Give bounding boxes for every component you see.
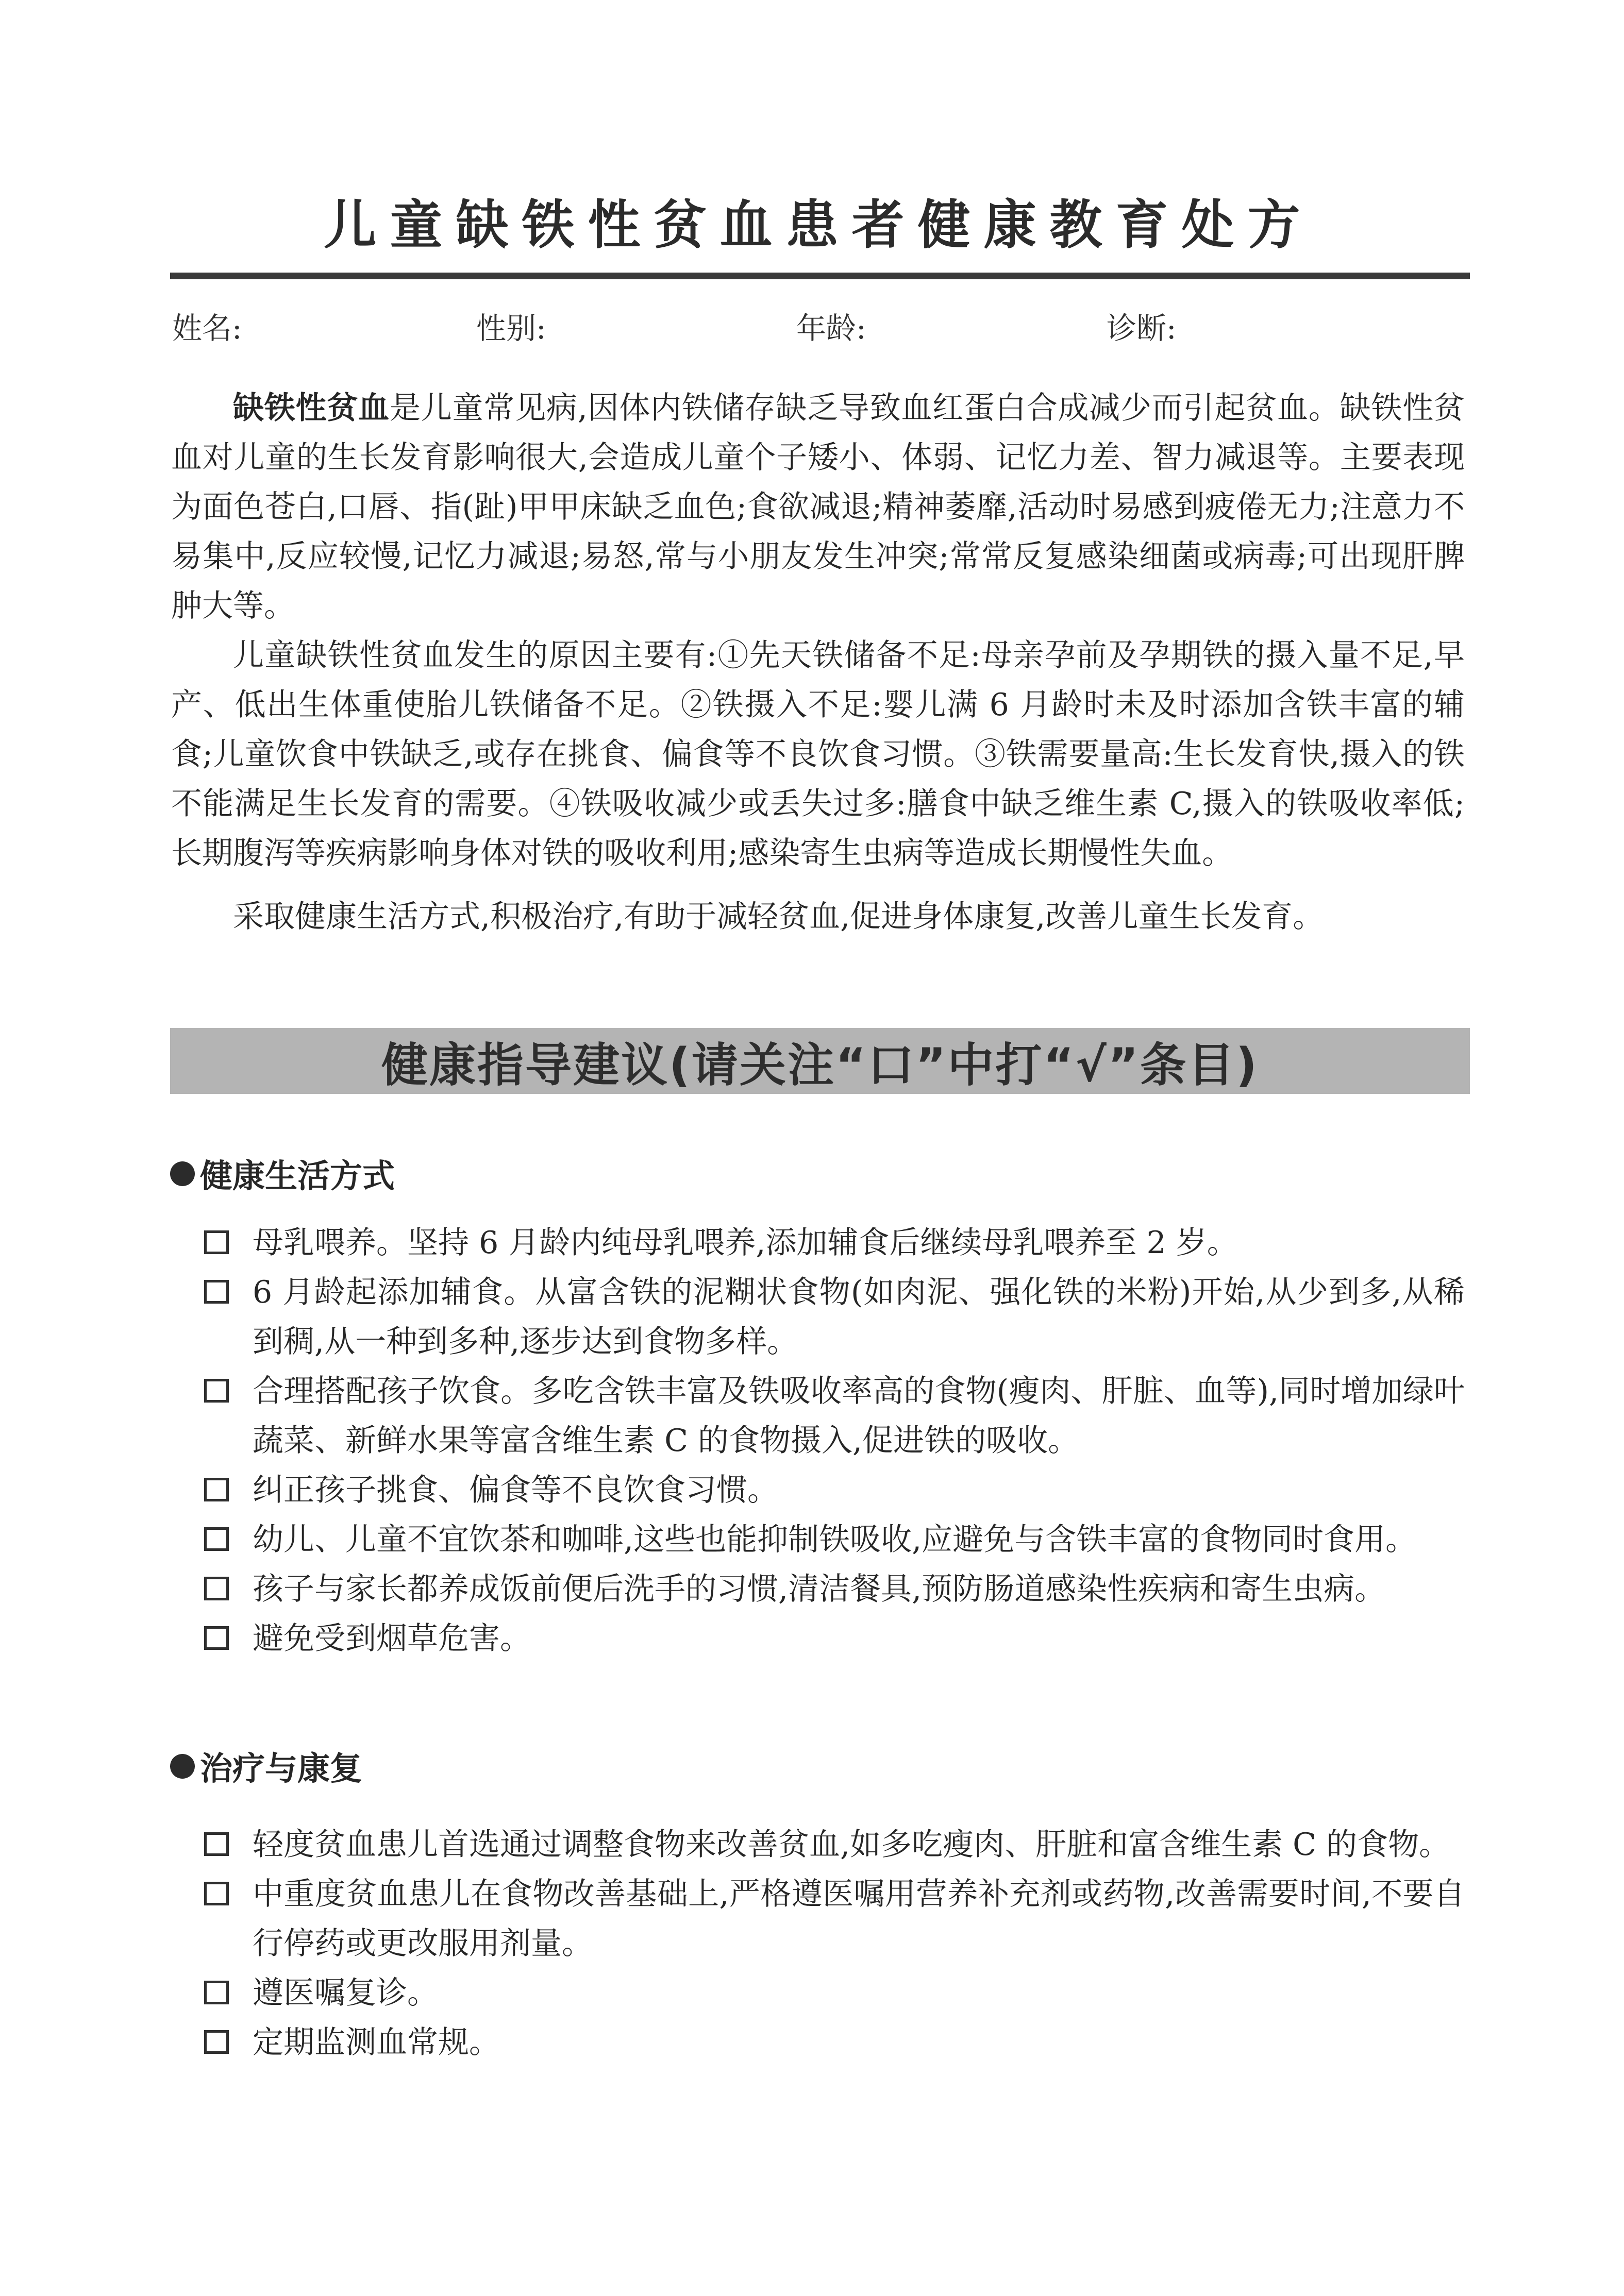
checklist-item-text: 6 月龄起添加辅食。从富含铁的泥糊状食物(如肉泥、强化铁的米粉)开始,从少到多,从稀到稠,从一种到多种,逐步达到食物多样。 <box>253 1274 1465 1360</box>
checkbox-icon[interactable] <box>204 1577 229 1600</box>
bullet-icon <box>170 1161 195 1186</box>
page-title: 儿童缺铁性贫血患者健康教育处方 <box>324 195 1314 256</box>
section-heading-1 <box>170 1150 395 1197</box>
checklist-item-text: 母乳喂养。坚持 6 月龄内纯母乳喂养,添加辅食后继续母乳喂养至 2 岁。 <box>253 1225 1238 1261</box>
checklist-1 <box>204 1218 1465 1663</box>
checkbox-icon[interactable] <box>204 1527 229 1551</box>
guidance-banner-text: 健康指导建议(请关注“口”中打“√”条目) <box>381 1038 1259 1092</box>
checklist-item <box>204 1564 1465 1614</box>
checklist-item <box>204 1515 1465 1564</box>
checkbox-icon[interactable] <box>204 1981 229 2004</box>
checklist-item-text: 幼儿、儿童不宜饮茶和咖啡,这些也能抑制铁吸收,应避免与含铁丰富的食物同时食用。 <box>253 1522 1417 1558</box>
checklist-item <box>204 1366 1465 1465</box>
checkbox-icon[interactable] <box>204 1882 229 1905</box>
checklist-item <box>204 1218 1465 1268</box>
intro-paragraph-2: 儿童缺铁性贫血发生的原因主要有:①先天铁储备不足:母亲孕前及孕期铁的摄入量不足,早产、低出生体重使胎儿铁储备不足。②铁摄入不足:婴儿满 6 月龄时未及时添加含铁丰富的辅食;儿童饮食中铁缺乏,或存在挑食、偏食等不良饮食习惯。③铁需要量高:生长发育快,摄入的铁不能满足生长发育的需要。④铁吸收减少或丢失过多:膳食中缺乏维生素 C,摄入的铁吸收率低;长期腹泻等疾病影响身体对铁的吸收利用;感染寄生虫病等造成长期慢性失血。 <box>171 637 1465 871</box>
checklist-item-text: 纠正孩子挑食、偏食等不良饮食习惯。 <box>253 1472 778 1508</box>
checklist-item <box>204 1465 1465 1515</box>
section-heading-1-text: 健康生活方式 <box>200 1157 395 1195</box>
checklist-item <box>204 1820 1465 1869</box>
checklist-item-text: 孩子与家长都养成饭前便后洗手的习惯,清洁餐具,预防肠道感染性疾病和寄生虫病。 <box>253 1571 1386 1607</box>
checklist-item <box>204 1268 1465 1366</box>
patient-info-row <box>0 304 1624 346</box>
section-heading-2-text: 治疗与康复 <box>200 1749 362 1787</box>
intro-paragraph-1-body: 是儿童常见病,因体内铁储存缺乏导致血红蛋白合成减少而引起贫血。缺铁性贫血对儿童的生长发育影响很大,会造成儿童个子矮小、体弱、记忆力差、智力减退等。主要表现为面色苍白,口唇、指(趾)甲甲床缺乏血色;食欲减退;精神萎靡,活动时易感到疲倦无力;注意力不易集中,反应较慢,记忆力减退;易怒,常与小朋友发生冲突;常常反复感染细菌或病毒;可出现肝脾肿大等。 <box>171 390 1465 624</box>
checkbox-icon[interactable] <box>204 2030 229 2054</box>
intro-paragraph-3: 采取健康生活方式,积极治疗,有助于减轻贫血,促进身体康复,改善儿童生长发育。 <box>233 899 1324 935</box>
checkbox-icon[interactable] <box>204 1280 229 1304</box>
checkbox-icon[interactable] <box>204 1478 229 1501</box>
checklist-item-text: 定期监测血常规。 <box>253 2024 500 2061</box>
name-field-label[interactable]: 姓名: <box>172 311 242 346</box>
gender-field-label[interactable]: 性别: <box>476 311 546 346</box>
checkbox-icon[interactable] <box>204 1626 229 1650</box>
checkbox-icon[interactable] <box>204 1230 229 1254</box>
intro-paragraph-1 <box>171 383 1465 631</box>
diagnosis-field-label[interactable]: 诊断: <box>1107 311 1177 346</box>
checklist-2 <box>204 1820 1465 2067</box>
checklist-item <box>204 1614 1465 1663</box>
checklist-item <box>204 1968 1465 2018</box>
checklist-item <box>204 2018 1465 2067</box>
checklist-item-text: 合理搭配孩子饮食。多吃含铁丰富及铁吸收率高的食物(瘦肉、肝脏、血等),同时增加绿叶蔬菜、新鲜水果等富含维生素 C 的食物摄入,促进铁的吸收。 <box>253 1373 1465 1459</box>
checklist-item-text: 避免受到烟草危害。 <box>253 1620 531 1657</box>
bullet-icon <box>170 1754 195 1779</box>
checklist-item-text: 中重度贫血患儿在食物改善基础上,严格遵医嘱用营养补充剂或药物,改善需要时间,不要自行停药或更改服用剂量。 <box>253 1876 1465 1962</box>
title-underline <box>170 273 1470 279</box>
age-field-label[interactable]: 年龄: <box>796 311 866 346</box>
checkbox-icon[interactable] <box>204 1379 229 1403</box>
guidance-banner <box>170 1028 1470 1094</box>
intro-text <box>171 383 1465 941</box>
section-heading-2 <box>170 1743 362 1789</box>
intro-lead-term: 缺铁性贫血 <box>233 390 390 426</box>
checklist-item <box>204 1869 1465 1968</box>
checkbox-icon[interactable] <box>204 1832 229 1856</box>
checklist-item-text: 遵医嘱复诊。 <box>253 1975 438 2011</box>
checklist-item-text: 轻度贫血患儿首选通过调整食物来改善贫血,如多吃瘦肉、肝脏和富含维生素 C 的食物。 <box>253 1827 1450 1863</box>
